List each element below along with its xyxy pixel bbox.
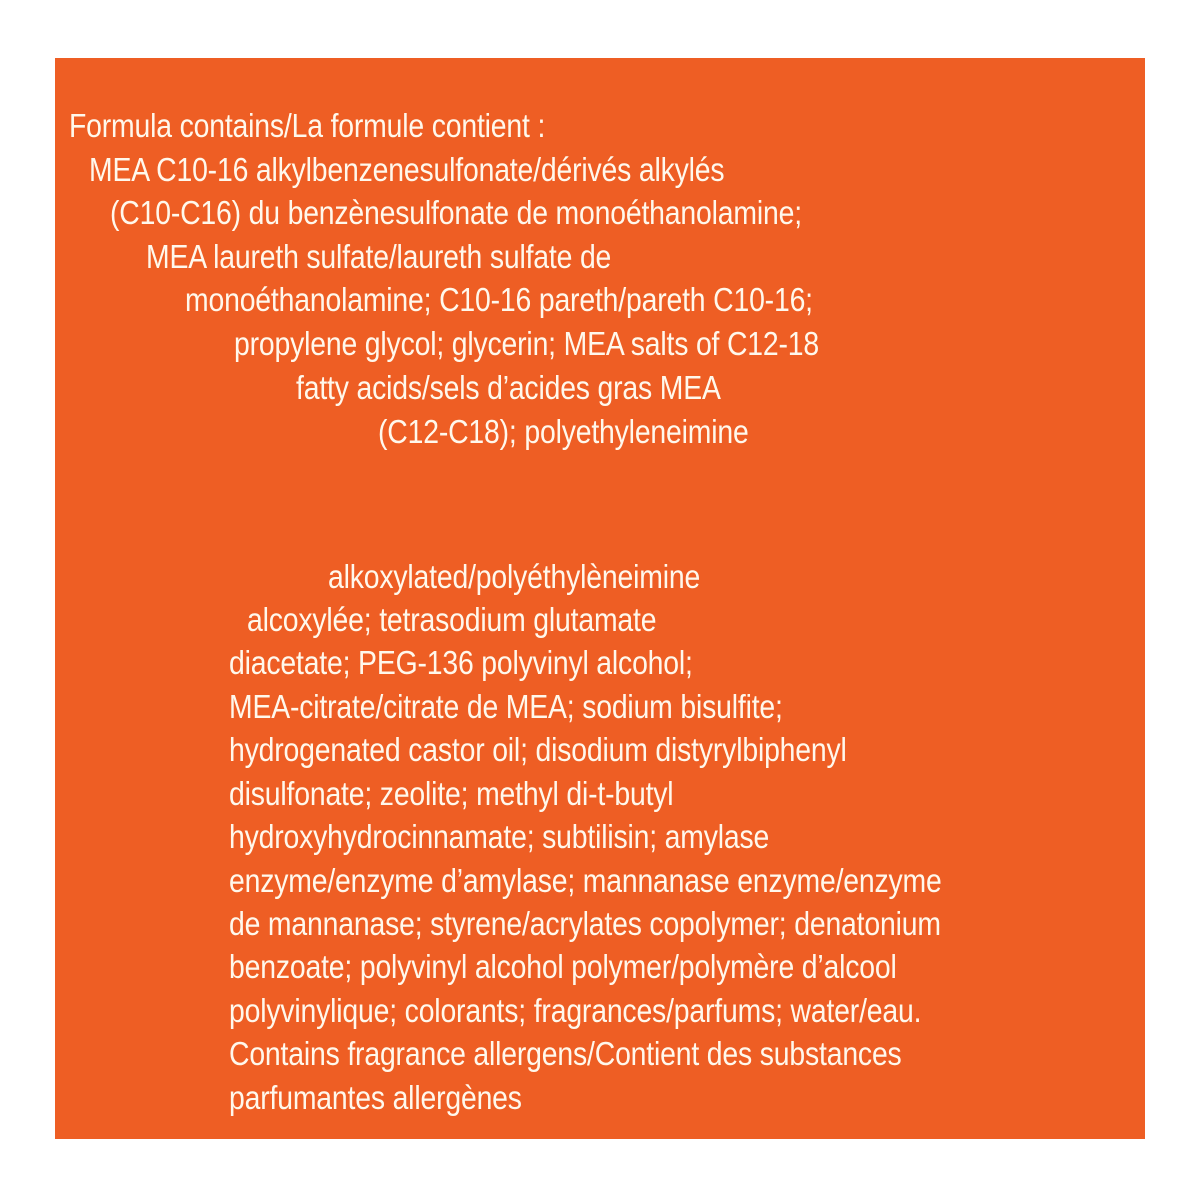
ingredient-line: hydrogenated castor oil; disodium distyrylbiphenyl <box>229 731 847 768</box>
ingredient-line: Contains fragrance allergens/Contient des substances <box>229 1035 902 1072</box>
ingredient-line: MEA C10-16 alkylbenzenesulfonate/dérivés alkylés <box>89 151 725 188</box>
ingredient-line: monoéthanolamine; C10-16 pareth/pareth C10-16; <box>185 281 813 318</box>
ingredient-line: benzoate; polyvinyl alcohol polymer/polymère d’alcool <box>229 948 897 985</box>
ingredient-line: diacetate; PEG-136 polyvinyl alcohol; <box>229 644 693 681</box>
ingredient-line: (C10-C16) du benzènesulfonate de monoéthanolamine; <box>110 194 802 231</box>
ingredient-line: hydroxyhydrocinnamate; subtilisin; amylase <box>229 818 770 855</box>
ingredient-line: disulfonate; zeolite; methyl di-t-butyl <box>229 775 674 812</box>
ingredient-line: (C12-C18); polyethyleneimine <box>378 413 749 450</box>
ingredient-line: fatty acids/sels d’acides gras MEA <box>296 369 721 406</box>
ingredient-line: enzyme/enzyme d’amylase; mannanase enzyme/enzyme <box>229 862 942 899</box>
ingredient-line: parfumantes allergènes <box>229 1079 522 1116</box>
ingredient-line: MEA-citrate/citrate de MEA; sodium bisulfite; <box>229 688 783 725</box>
ingredient-line: propylene glycol; glycerin; MEA salts of C12-18 <box>234 325 820 362</box>
ingredients-heading: Formula contains/La formule contient : <box>69 107 546 144</box>
ingredient-line: de mannanase; styrene/acrylates copolymer; denatonium <box>229 905 941 942</box>
ingredient-line: MEA laureth sulfate/laureth sulfate de <box>146 238 612 275</box>
ingredient-line: alcoxylée; tetrasodium glutamate <box>247 601 657 638</box>
ingredient-line: polyvinylique; colorants; fragrances/parfums; water/eau. <box>229 992 922 1029</box>
ingredient-line: alkoxylated/polyéthylèneimine <box>328 558 701 595</box>
